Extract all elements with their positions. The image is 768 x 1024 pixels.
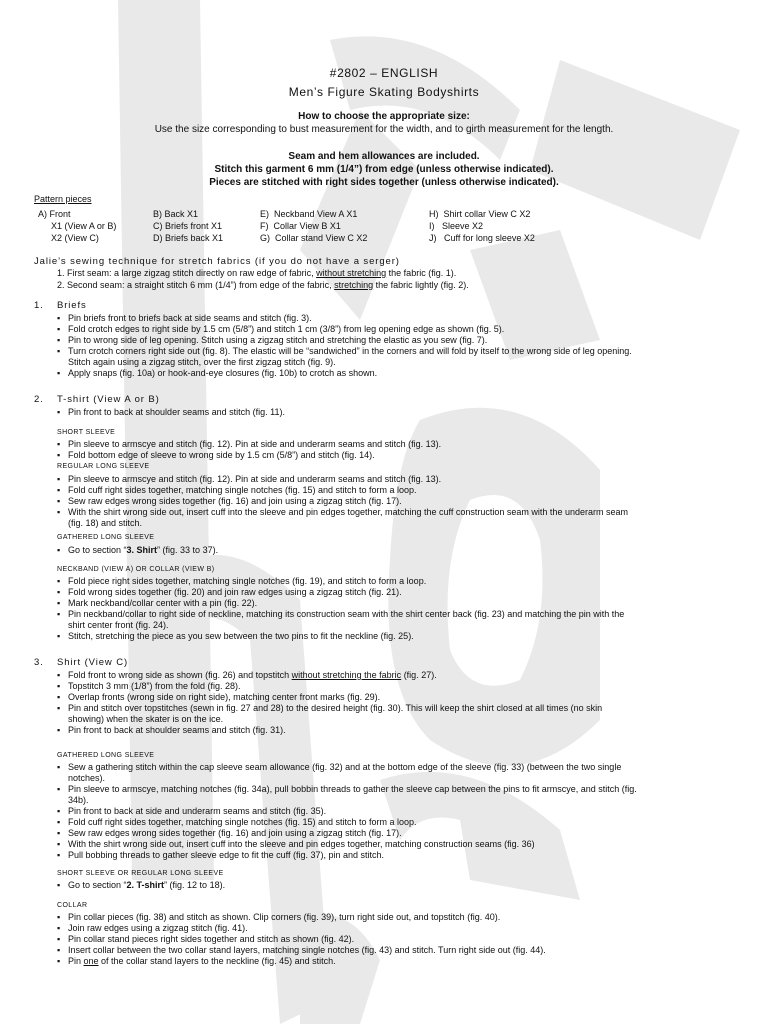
neckband-collar-label: NECKBAND (VIEW A) OR COLLAR (VIEW B) — [57, 566, 215, 573]
shirt-list — [55, 670, 745, 736]
allowance-line-3: Pieces are stitched with right sides together (unless otherwise indicated). — [209, 177, 559, 188]
short-sleeve-list — [55, 439, 745, 461]
list-item: ▪ Pin front to back at shoulder seams and stitch (fig. 11). — [55, 407, 745, 418]
list-item: ▪ Fold front to wrong side as shown (fig. 26) and topstitch without stretching the fabric (fig. 27). — [55, 670, 745, 681]
section-3-title: Shirt (View C) — [57, 657, 129, 668]
section-1-number: 1. — [34, 300, 44, 311]
list-item: ▪ Fold piece right sides together, matching single notches (fig. 19), and stitch to form a loop. — [55, 576, 745, 587]
allowance-line-2: Stitch this garment 6 mm (1/4”) from edge (unless otherwise indicated). — [214, 164, 554, 175]
list-item: ▪ Stitch, stretching the piece as you sew between the two pins to fit the neckline (fig. 25). — [55, 631, 745, 642]
neckband-list — [55, 576, 745, 642]
list-item: ▪ Overlap fronts (wrong side on right side), matching center front marks (fig. 29). — [55, 692, 745, 703]
piece-g: G) Collar stand View C X2 — [260, 233, 368, 243]
shirt-goto-list — [55, 880, 745, 891]
list-item: ▪ Pin neckband/collar to right side of neckline, matching its construction seam with the shirt center back (fig. 23) and matching the pin with the shirt center front (fig. 24). — [55, 609, 745, 631]
briefs-list — [55, 313, 745, 379]
gathered-goto-list — [55, 545, 745, 556]
list-item: ▪ With the shirt wrong side out, insert cuff into the sleeve and pin edges together, matching construction seams (fig. 36) — [55, 839, 755, 850]
shirt-gathered-list — [55, 762, 755, 861]
piece-b: B) Back X1 — [153, 209, 199, 219]
list-item: ▪ Pin to wrong side of leg opening. Stitch using a zigzag stitch and stretching the elastic as you sew (fig. 7). — [55, 335, 745, 346]
piece-h: H) Shirt collar View C X2 — [429, 209, 531, 219]
list-item: ▪ Pin collar stand pieces right sides together and stitch as shown (fig. 42). — [55, 934, 745, 945]
list-item: ▪ Pin one of the collar stand layers to the neckline (fig. 45) and stitch. — [55, 956, 745, 967]
page-title: Men’s Figure Skating Bodyshirts — [288, 85, 480, 99]
technique-step-2: 2. Second seam: a straight stitch 6 mm (1/4”) from edge of the fabric, stretching the fabric lightly (fig. 2). — [57, 280, 469, 290]
list-item: ▪ Join raw edges using a zigzag stitch (fig. 41). — [55, 923, 745, 934]
list-item: ▪ Mark neckband/collar center with a pin (fig. 22). — [55, 598, 745, 609]
list-item: ▪ Go to section “2. T-shirt” (fig. 12 to 18). — [55, 880, 745, 891]
piece-f: F) Collar View B X1 — [260, 221, 341, 231]
list-item: ▪ Pin sleeve to armscye, matching notches (fig. 34a), pull bobbin threads to gather the sleeve cap between the pins to fit armscye, and stitch (fig. 34b). — [55, 784, 755, 806]
pattern-pieces-heading: Pattern pieces — [34, 194, 92, 204]
section-2-number: 2. — [34, 394, 44, 405]
technique-step-1: 1. First seam: a large zigzag stitch directly on raw edge of fabric, without stretching the fabric (fig. 1). — [57, 268, 457, 278]
collar-label: COLLAR — [57, 902, 88, 909]
piece-a: A) Front — [38, 209, 71, 219]
technique-heading: Jalie’s sewing technique for stretch fabrics (if you do not have a serger) — [34, 256, 400, 267]
allowance-line-1: Seam and hem allowances are included. — [288, 151, 480, 162]
size-text: Use the size corresponding to bust measurement for the width, and to girth measurement for the length. — [154, 124, 614, 135]
list-item: ▪ Topstitch 3 mm (1/8”) from the fold (fig. 28). — [55, 681, 745, 692]
piece-i: I) Sleeve X2 — [429, 221, 484, 231]
list-item: ▪ Turn crotch corners right side out (fig. 8). The elastic will be “sandwiched” in the corners and will fold by itself to the wrong side of leg opening. Stitch again using a zigzag stitch, over the first zigzag stitch (fig. 9). — [55, 346, 745, 368]
list-item: ▪ Go to section “3. Shirt” (fig. 33 to 37). — [55, 545, 745, 556]
list-item: ▪ Sew a gathering stitch within the cap sleeve seam allowance (fig. 32) and at the bottom edge of the sleeve (fig. 33) (between the two single notches). — [55, 762, 755, 784]
list-item: ▪ Fold cuff right sides together, matching single notches (fig. 15) and stitch to form a loop. — [55, 485, 755, 496]
list-item: ▪ Fold cuff right sides together, matching single notches (fig. 15) and stitch to form a loop. — [55, 817, 755, 828]
piece-a-x2: X2 (View C) — [51, 233, 99, 243]
piece-a-x1: X1 (View A or B) — [51, 221, 117, 231]
piece-d: D) Briefs back X1 — [153, 233, 224, 243]
list-item: ▪ With the shirt wrong side out, insert cuff into the sleeve and pin edges together, matching the cuff construction seam with the underarm seam (fig. 18) and stitch. — [55, 507, 755, 529]
list-item: ▪ Pull bobbing threads to gather sleeve edge to fit the cuff (fig. 37), pin and stitch. — [55, 850, 755, 861]
short-sleeve-label: SHORT SLEEVE — [57, 429, 116, 436]
shirt-short-sleeve-label: SHORT SLEEVE OR REGULAR LONG SLEEVE — [57, 870, 224, 877]
gathered-long-sleeve-label: GATHERED LONG SLEEVE — [57, 534, 155, 541]
section-1-title: Briefs — [57, 300, 87, 311]
list-item: ▪ Fold bottom edge of sleeve to wrong side by 1.5 cm (5/8”) and stitch (fig. 14). — [55, 450, 745, 461]
list-item: ▪ Pin collar pieces (fig. 38) and stitch as shown. Clip corners (fig. 39), turn right side out, and topstitch (fig. 40). — [55, 912, 745, 923]
list-item: ▪ Sew raw edges wrong sides together (fig. 16) and join using a zigzag stitch (fig. 17). — [55, 828, 755, 839]
piece-c: C) Briefs front X1 — [153, 221, 223, 231]
list-item: ▪ Insert collar between the two collar stand layers, matching single notches (fig. 43) and stitch. Turn right side out (fig. 44). — [55, 945, 745, 956]
piece-e: E) Neckband View A X1 — [260, 209, 358, 219]
list-item: ▪ Pin briefs front to briefs back at side seams and stitch (fig. 3). — [55, 313, 745, 324]
regular-long-sleeve-label: REGULAR LONG SLEEVE — [57, 463, 150, 470]
list-item: ▪ Apply snaps (fig. 10a) or hook-and-eye closures (fig. 10b) to crotch as shown. — [55, 368, 745, 379]
list-item: ▪ Pin sleeve to armscye and stitch (fig. 12). Pin at side and underarm seams and stitch (fig. 13). — [55, 474, 755, 485]
section-3-number: 3. — [34, 657, 44, 668]
shirt-gathered-sleeve-label: GATHERED LONG SLEEVE — [57, 752, 155, 759]
section-2-title: T-shirt (View A or B) — [57, 394, 160, 405]
list-item: ▪ Pin and stitch over topstitches (sewn in fig. 27 and 28) to the desired height (fig. 30). This will keep the shirt closed at all times (no skin showing) when the skater is on the ice. — [55, 703, 745, 725]
list-item: ▪ Fold crotch edges to right side by 1.5 cm (5/8”) and stitch 1 cm (3/8”) from leg opening edge as shown (fig. 5). — [55, 324, 745, 335]
list-item: ▪ Fold wrong sides together (fig. 20) and join raw edges using a zigzag stitch (fig. 21). — [55, 587, 745, 598]
pattern-code: #2802 – ENGLISH — [329, 66, 439, 80]
regular-long-sleeve-list — [55, 474, 755, 529]
collar-list — [55, 912, 745, 967]
list-item: ▪ Pin front to back at shoulder seams and stitch (fig. 31). — [55, 725, 745, 736]
list-item: ▪ Sew raw edges wrong sides together (fig. 16) and join using a zigzag stitch (fig. 17). — [55, 496, 755, 507]
tshirt-intro-list — [55, 407, 745, 418]
piece-j: J) Cuff for long sleeve X2 — [429, 233, 535, 243]
size-heading: How to choose the appropriate size: — [298, 111, 470, 122]
list-item: ▪ Pin front to back at side and underarm seams and stitch (fig. 35). — [55, 806, 755, 817]
list-item: ▪ Pin sleeve to armscye and stitch (fig. 12). Pin at side and underarm seams and stitch (fig. 13). — [55, 439, 745, 450]
